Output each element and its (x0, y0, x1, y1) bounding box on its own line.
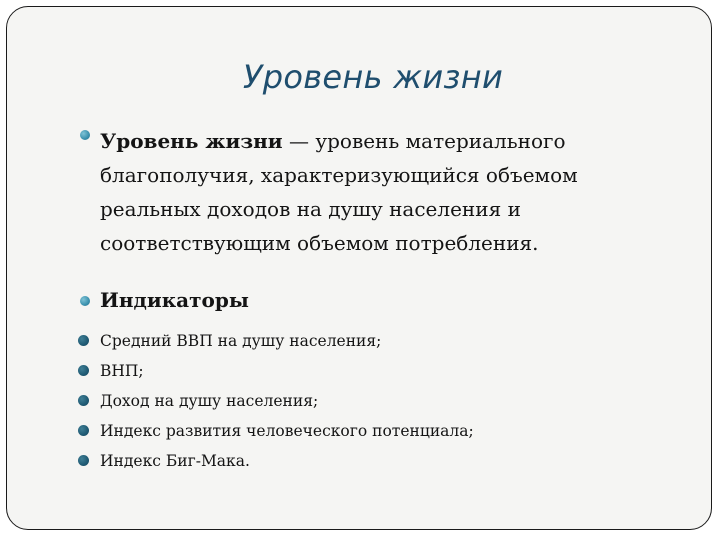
bullet-icon (80, 296, 90, 306)
list-item-label: Индекс Биг-Мака. (100, 452, 250, 470)
list-item (100, 416, 474, 446)
bullet-icon (78, 455, 89, 466)
slide-title: Уровень жизни (242, 58, 504, 96)
bullet-icon (78, 335, 89, 346)
bullet-icon (80, 130, 90, 140)
definition-text: — уровень материального благополучия, характеризующийся объемом реальных доходов на душу населения и соответствующим объемом потребления. (100, 129, 578, 255)
list-item (100, 356, 474, 386)
definition-paragraph (100, 124, 660, 260)
bullet-icon (78, 425, 89, 436)
definition-term: Уровень жизни (100, 129, 283, 153)
indicators-list (100, 326, 474, 476)
list-item-label: ВНП; (100, 362, 144, 380)
bullet-icon (78, 395, 89, 406)
list-item-label: Индекс развития человеческого потенциала; (100, 422, 474, 440)
list-item-label: Средний ВВП на душу населения; (100, 332, 382, 350)
bullet-icon (78, 365, 89, 376)
indicators-heading: Индикаторы (100, 288, 249, 312)
list-item (100, 386, 474, 416)
list-item (100, 446, 474, 476)
list-item (100, 326, 474, 356)
list-item-label: Доход на душу населения; (100, 392, 319, 410)
